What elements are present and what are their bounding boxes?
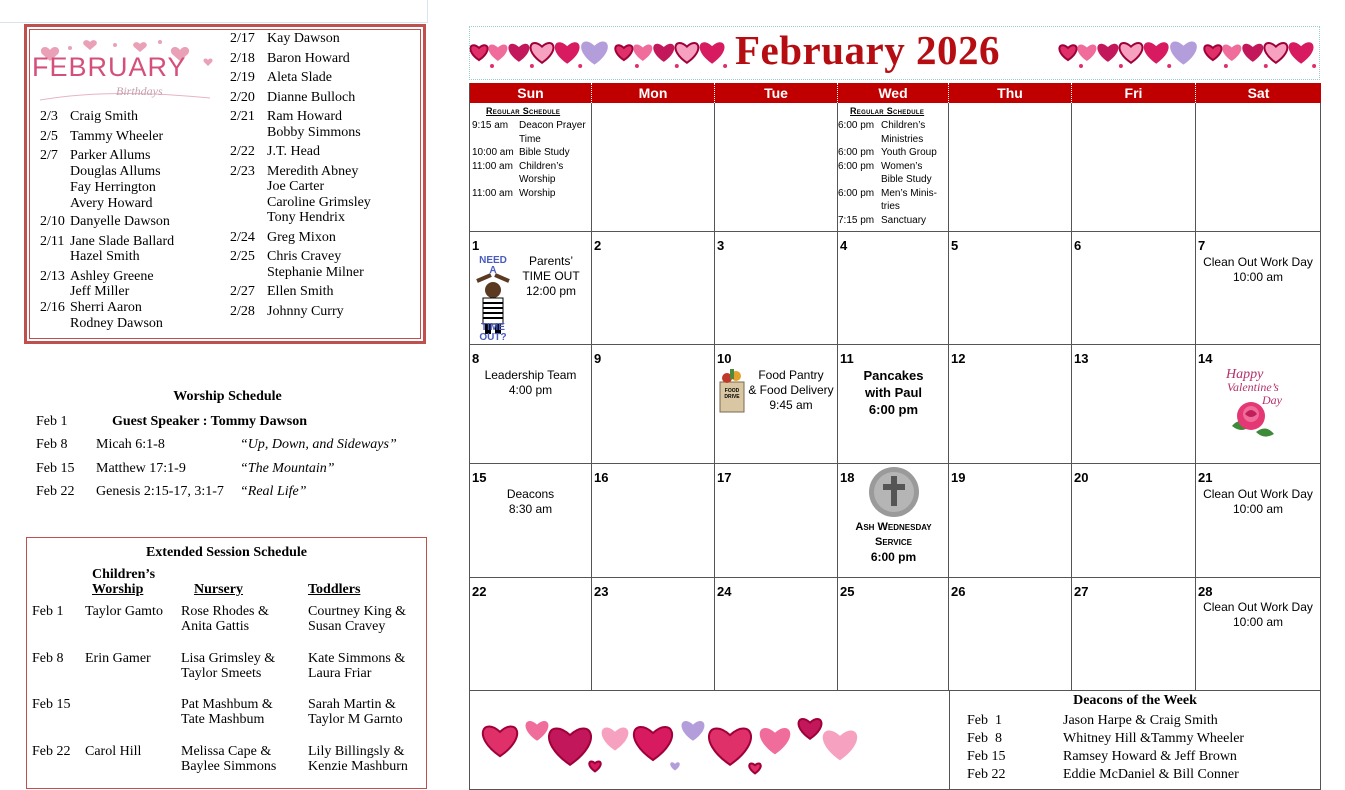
calendar-cell[interactable] [592,232,715,345]
day-number: 8 [472,351,480,366]
calendar-cell[interactable] [1072,103,1196,232]
calendar-cell[interactable] [470,345,592,464]
schedule-time: 6:00 pm [838,120,875,131]
birthday-name: Hazel Smith [70,249,140,264]
schedule-item [472,187,590,201]
birthday-name: Jeff Miller [70,284,130,299]
food-drive-label: FOOD DRIVE [724,388,740,400]
ext-nursery: Tate Mashbum [181,712,265,727]
heart-shape [483,726,517,756]
birthday-entry [40,269,154,285]
birthday-date: 2/13 [40,269,65,284]
day-number: 7 [1198,238,1206,253]
heart-shape [760,728,791,754]
calendar-cell[interactable] [838,578,949,691]
birthday-date: 2/21 [230,109,255,124]
worship-date: Feb 22 [36,484,75,499]
birthday-entry [40,249,140,265]
event-d7-line1: Clean Out Work Day [1203,255,1313,269]
birthday-entry [230,210,345,226]
day-header-thu: Thu [949,83,1072,103]
event-d28-line1: Clean Out Work Day [1203,600,1313,614]
birthday-name: Craig Smith [70,109,139,124]
birthday-date: 2/3 [40,109,58,124]
event-d28-line2: 10:00 am [1232,615,1284,629]
birthday-name: Johnny Curry [267,304,344,319]
calendar-cell[interactable] [715,464,838,578]
birthday-name: Ellen Smith [267,284,334,299]
event-d1-line1: Parents’ [528,254,574,268]
birthday-entry [40,300,142,316]
birthday-name: Meredith Abney [267,164,359,179]
birthday-name: Jane Slade Ballard [70,234,175,249]
birthday-entry [230,31,340,47]
event-d10-line3: 9:45 am [769,398,813,412]
day-number: 5 [951,238,959,253]
heart-shape [709,728,751,764]
calendar-cell[interactable] [1072,345,1196,464]
ext-toddlers: Courtney King & [308,604,406,619]
worship-scripture: Matthew 17:1-9 [96,461,186,476]
birthday-name: Kay Dawson [267,31,340,46]
schedule-activity: Bible Study [519,147,570,158]
day-header-tue: Tue [715,83,838,103]
deacon-names: Ramsey Howard & Jeff Brown [1063,749,1237,764]
heart-shape [589,761,600,771]
ext-worship: Erin Gamer [85,651,151,666]
ext-toddlers: Kate Simmons & [308,651,406,666]
birthday-entry [230,230,336,246]
day-number: 13 [1074,351,1089,366]
deacon-names: Jason Harpe & Craig Smith [1063,713,1218,728]
worship-sermon-title: “The Mountain” [240,461,335,476]
ext-toddlers: Taylor M Garnto [308,712,403,727]
schedule-item [838,160,948,187]
birthday-name: Aleta Slade [267,70,332,85]
day-number: 28 [1198,584,1213,599]
event-d10-line2: & Food Delivery [748,383,834,397]
birthday-entry [40,214,170,230]
birthday-name: Dianne Bulloch [267,90,356,105]
birthday-name: Stephanie Milner [267,265,364,280]
day-number: 2 [594,238,602,253]
schedule-item [838,187,948,214]
calendar-cell[interactable] [949,578,1072,691]
birthday-entry [40,316,163,332]
birthday-entry [230,265,364,281]
day-number: 23 [594,584,609,599]
deacon-date: Feb 1 [967,713,1002,728]
day-number: 27 [1074,584,1089,599]
birthday-name: J.T. Head [267,144,320,159]
schedule-activity: Children’s Ministries [881,120,926,145]
ext-worship: Carol Hill [85,744,142,759]
birthday-date: 2/5 [40,129,58,144]
ext-date: Feb 15 [32,697,71,712]
birthday-entry [230,144,320,160]
day-number: 10 [717,351,732,366]
birthday-entry [230,51,350,67]
birthday-date: 2/19 [230,70,255,85]
calendar-cell[interactable] [715,578,838,691]
schedule-activity: Women’s Bible Study [881,160,932,185]
birthday-name: Rodney Dawson [70,316,163,331]
birthday-entry [230,195,371,211]
event-d11-line2: with Paul [864,385,923,400]
day-number: 20 [1074,470,1089,485]
birthday-date: 2/20 [230,90,255,105]
day-number: 9 [594,351,602,366]
event-d8-line2: 4:00 pm [508,383,553,397]
ext-nursery: Lisa Grimsley & [181,651,276,666]
birthday-name: Greg Mixon [267,230,336,245]
birthday-entry [40,164,161,180]
worship-scripture: Genesis 2:15-17, 3:1-7 [96,484,224,499]
worship-scripture: Micah 6:1-8 [96,437,165,452]
schedule-activity: Worship [519,187,556,199]
calendar-cell[interactable] [838,232,949,345]
schedule-time: 6:00 pm [838,187,875,199]
deacon-date: Feb 15 [967,749,1006,764]
calendar-cell[interactable] [592,103,715,232]
worship-sermon-title: “Real Life” [240,484,307,499]
birthday-entry [230,179,324,195]
ext-date: Feb 8 [32,651,64,666]
birthday-name: Avery Howard [70,196,153,211]
hearts-bottom-decoration [475,700,875,786]
calendar-cell[interactable] [592,464,715,578]
ext-nursery: Melissa Cape & [181,744,272,759]
birthday-entry [230,304,344,320]
day-number: 4 [840,238,848,253]
day-number: 12 [951,351,966,366]
day-number: 25 [840,584,855,599]
worship-date: Feb 15 [36,461,75,476]
birthdays-title: FEBRUARY [32,52,187,82]
day-number: 3 [717,238,725,253]
worship-scripture: Guest Speaker : Tommy Dawson [112,414,307,429]
birthday-date: 2/7 [40,148,58,163]
timeout-sign-time: TIME [481,322,505,333]
birthday-date: 2/23 [230,164,255,179]
birthday-entry [40,180,156,196]
deacon-names: Eddie McDaniel & Bill Conner [1063,767,1239,782]
birthday-name: Danyelle Dawson [70,214,170,229]
event-d1-line3: 12:00 pm [525,284,577,298]
calendar-cell[interactable] [592,578,715,691]
schedule-item [472,160,590,187]
birthday-entry [40,196,153,212]
event-d1-line2: TIME OUT [522,269,580,283]
event-d11-line3: 6:00 pm [868,402,919,417]
birthday-name: Ashley Greene [70,269,154,284]
schedule-time: 6:00 pm [838,160,875,172]
day-header-fri: Fri [1072,83,1196,103]
page-guide-left [0,22,428,23]
day-number: 17 [717,470,732,485]
birthday-date: 2/22 [230,144,255,159]
heart-shape [602,727,629,750]
calendar-cell[interactable] [949,103,1072,232]
calendar-title: February 2026 [735,27,1000,73]
schedule-item [472,119,590,146]
birthday-name: Parker Allums [70,148,151,163]
valentine-valentines: Valentine’s [1227,380,1279,394]
schedule-activity: Sanctuary [881,214,927,226]
ext-nursery: Rose Rhodes & [181,604,269,619]
ext-nursery: Anita Gattis [181,619,250,634]
deacon-date: Feb 8 [967,731,1002,746]
day-number: 14 [1198,351,1213,366]
birthday-entry [230,284,334,300]
timeout-sign-need: NEED [479,255,507,266]
valentine-day: Day [1262,393,1282,407]
day-header-mon: Mon [592,83,715,103]
deacon-names: Whitney Hill &Tammy Wheeler [1063,731,1245,746]
day-number: 26 [951,584,966,599]
day-header-sat: Sat [1196,83,1321,103]
birthday-name: Tammy Wheeler [70,129,164,144]
event-d7-line2: 10:00 am [1232,270,1284,284]
birthday-date: 2/16 [40,300,65,315]
schedule-item [838,214,948,228]
ext-header-worship-1: Children’s [92,567,156,582]
heart-shape [526,721,549,741]
birthday-date: 2/17 [230,31,255,46]
day-number: 18 [840,470,855,485]
heart-shape [823,730,857,760]
birthday-date: 2/24 [230,230,255,245]
calendar-cell[interactable] [1072,232,1196,345]
schedule-item [472,146,590,160]
day-number: 21 [1198,470,1213,485]
calendar-cell[interactable] [1196,578,1321,691]
calendar-cell[interactable] [715,232,838,345]
ext-nursery: Taylor Smeets [181,666,262,681]
ext-toddlers: Lily Billingsly & [308,744,405,759]
birthday-date: 2/25 [230,249,255,264]
event-d15-line1: Deacons [506,487,555,501]
day-number: 1 [472,238,480,253]
birthday-date: 2/28 [230,304,255,319]
calendar-cell[interactable] [1072,578,1196,691]
ext-nursery: Pat Mashbum & [181,697,273,712]
heart-shape [749,763,760,773]
ext-toddlers: Laura Friar [308,666,372,681]
day-number: 24 [717,584,732,599]
rose-icon [1226,396,1276,442]
day-header-sun: Sun [470,83,592,103]
birthday-name: Fay Herrington [70,180,156,195]
calendar-cell[interactable] [715,103,838,232]
sun-regular-schedule [472,119,590,200]
schedule-activity: Youth Group [881,147,937,158]
schedule-time: 11:00 am [472,160,513,172]
schedule-activity: Deacon Prayer Time [519,120,586,145]
ext-nursery: Baylee Simmons [181,759,277,774]
calendar-cell[interactable] [949,464,1072,578]
birthday-name: Chris Cravey [267,249,342,264]
schedule-time: 11:00 am [472,187,513,199]
timeout-sign-a: A [489,265,497,276]
ext-date: Feb 1 [32,604,64,619]
day-header-wed: Wed [838,83,949,103]
worship-sermon-title: “Up, Down, and Sideways” [240,437,397,452]
schedule-activity: Children’s Worship [519,160,564,185]
birthday-name: Baron Howard [267,51,350,66]
birthday-date: 2/11 [40,234,65,249]
ext-header-worship-2: Worship [92,582,144,597]
birthday-entry [40,148,151,164]
calendar-cell[interactable] [470,464,592,578]
birthday-name: Joe Carter [267,179,325,194]
birthday-entry [230,90,355,106]
day-number: 11 [840,351,854,366]
birthday-name: Caroline Grimsley [267,195,371,210]
banner-frame [469,26,1320,80]
ash-cross-icon [866,466,922,518]
extended-session-title: Extended Session Schedule [145,545,308,560]
birthday-entry [40,109,138,125]
deacon-date: Feb 22 [967,767,1006,782]
event-d18-line2: Service [875,536,912,548]
schedule-time: 10:00 am [472,147,514,158]
ext-toddlers: Sarah Martin & [308,697,396,712]
calendar-cell[interactable] [470,578,592,691]
calendar-cell[interactable] [949,232,1072,345]
heart-shape [634,727,672,760]
ext-date: Feb 22 [32,744,71,759]
wed-schedule-heading: Regular Schedule [850,106,925,116]
page-guide-vertical [427,0,428,22]
heart-shape [799,719,822,739]
birthday-name: Bobby Simmons [267,125,361,140]
event-d18-line3: 6:00 pm [870,550,917,564]
day-number: 16 [594,470,609,485]
birthday-entry [230,249,341,265]
worship-schedule-title: Worship Schedule [173,389,282,404]
birthday-entry [230,109,342,125]
day-number: 6 [1074,238,1082,253]
birthday-date: 2/27 [230,284,255,299]
deacons-title: Deacons of the Week [1073,693,1197,708]
birthday-entry [230,125,361,141]
valentine-happy: Happy [1226,367,1264,382]
event-d10-line1: Food Pantry [758,368,824,382]
ext-header-toddlers: Toddlers [308,582,361,597]
birthday-name: Tony Hendrix [267,210,345,225]
ext-toddlers: Kenzie Mashburn [308,759,408,774]
birthday-name: Ram Howard [267,109,343,124]
event-d11-line1: Pancakes [863,368,924,383]
calendar-cell[interactable] [592,345,715,464]
event-d21-line1: Clean Out Work Day [1203,487,1313,501]
birthday-entry [40,129,163,145]
schedule-time: 9:15 am [472,120,509,131]
ext-header-nursery: Nursery [194,582,243,597]
ext-toddlers: Susan Cravey [308,619,386,634]
schedule-item [838,119,948,146]
heart-shape [670,762,680,770]
calendar-cell[interactable] [949,345,1072,464]
birthday-entry [230,70,332,86]
birthday-date: 2/18 [230,51,255,66]
birthday-date: 2/10 [40,214,65,229]
ext-worship: Taylor Gamto [85,604,163,619]
event-d21-line2: 10:00 am [1232,502,1284,516]
calendar-cell[interactable] [1196,232,1321,345]
birthday-entry [40,234,174,250]
birthday-entry [40,284,129,300]
schedule-item [838,146,948,160]
day-number: 22 [472,584,487,599]
timeout-sign-out: OUT? [479,332,507,343]
calendar-cell[interactable] [1072,464,1196,578]
day-number: 19 [951,470,966,485]
worship-date: Feb 1 [36,414,68,429]
worship-date: Feb 8 [36,437,68,452]
birthday-name: Sherri Aaron [70,300,142,315]
schedule-activity: Men’s Minis-tries [881,187,937,212]
day-number: 15 [472,470,487,485]
birthdays-subtitle: Birthdays [116,84,163,98]
calendar-cell[interactable] [1196,464,1321,578]
birthday-name: Douglas Allums [70,164,161,179]
schedule-time: 6:00 pm [838,147,875,158]
calendar-left-border [469,83,470,790]
wed-regular-schedule [838,119,948,227]
schedule-time: 7:15 pm [838,214,875,226]
calendar-cell[interactable] [1196,103,1321,232]
heart-shape [682,721,705,741]
birthday-entry [230,164,358,180]
event-d8-line1: Leadership Team [484,368,577,382]
sun-schedule-heading: Regular Schedule [486,106,561,116]
event-d18-line1: Ash Wednesday [855,521,932,533]
heart-shape [549,728,591,764]
event-d15-line2: 8:30 am [508,502,553,516]
